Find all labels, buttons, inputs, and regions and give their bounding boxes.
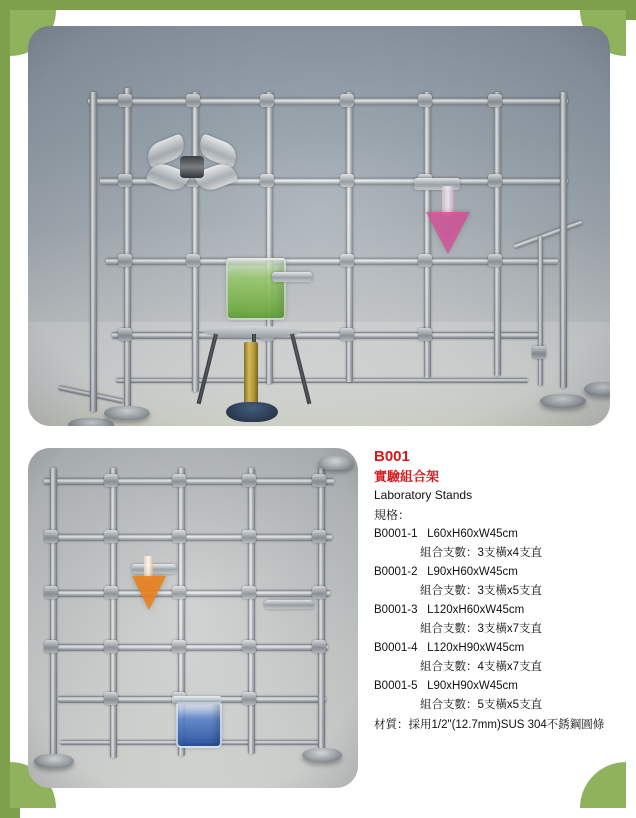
variant-model: B0001-3 [374, 604, 418, 616]
variant-dimensions: L60xH60xW45cm [427, 528, 518, 540]
variant-assembly: 組合支數：3支橫x7支直 [420, 623, 543, 635]
product-title-cn: 實驗組合架 [374, 469, 440, 484]
variant-dimensions: L120xH60xW45cm [427, 604, 525, 616]
variant-row [374, 601, 610, 620]
variant-row [374, 639, 610, 658]
product-photo-main [28, 26, 610, 426]
product-code: B001 [374, 448, 410, 465]
product-spec-panel [374, 448, 610, 735]
orange-flask [132, 576, 166, 610]
variant-row [374, 525, 610, 544]
variant-row [374, 677, 610, 696]
blue-beaker [176, 702, 222, 748]
product-title-en: Laboratory Stands [374, 488, 473, 502]
variant-dimensions: L90xH60xW45cm [427, 566, 518, 578]
variant-assembly: 組合支數：5支橫x5支直 [420, 699, 543, 711]
variant-model: B0001-2 [374, 566, 418, 578]
photo-vignette [28, 26, 610, 426]
variant-row [374, 563, 610, 582]
variant-assembly: 組合支數：3支橫x5支直 [420, 585, 543, 597]
variant-model: B0001-1 [374, 528, 418, 540]
spec-label: 規格： [374, 508, 411, 522]
material-spec: 材質：採用1/2"(12.7mm)SUS 304不銹鋼圓條 [374, 719, 605, 731]
variant-model: B0001-5 [374, 680, 418, 692]
variant-model: B0001-4 [374, 642, 418, 654]
variant-dimensions: L90xH90xW45cm [427, 680, 518, 692]
variant-dimensions: L120xH90xW45cm [427, 642, 525, 654]
variant-assembly: 組合支數：3支橫x4支直 [420, 547, 543, 559]
variant-assembly: 組合支數：4支橫x7支直 [420, 661, 543, 673]
